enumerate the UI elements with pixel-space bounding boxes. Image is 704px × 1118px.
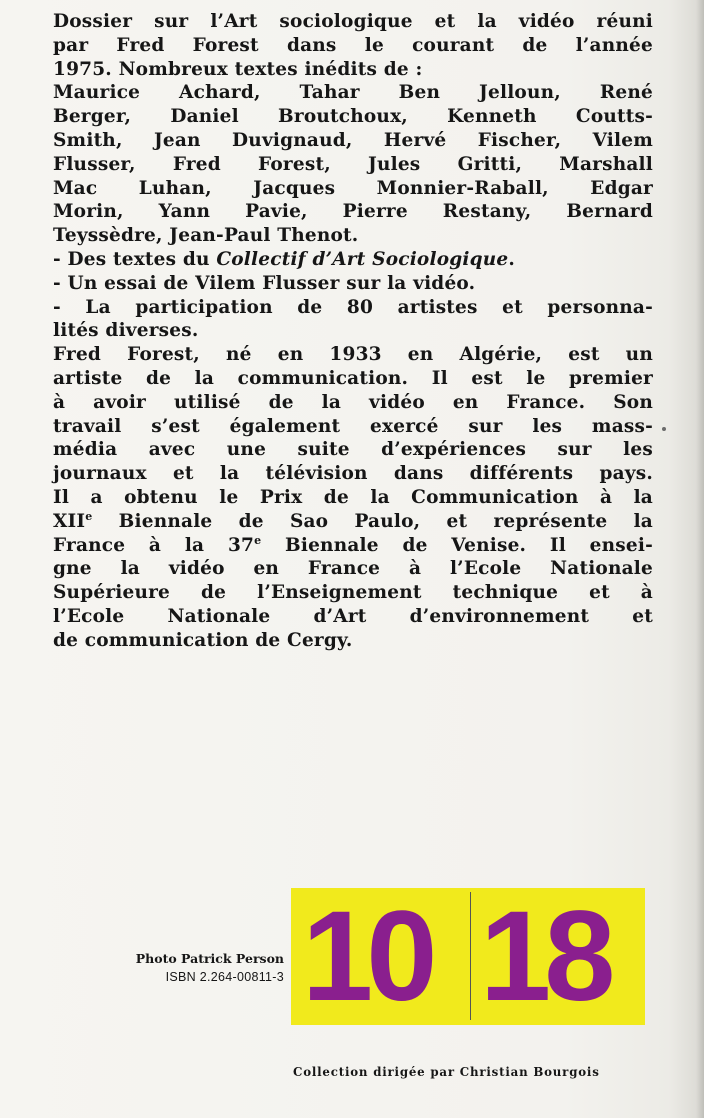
logo-number-left: 10 <box>302 885 431 1028</box>
bio-line: XIIe Biennale de Sao Paulo, et représente la <box>53 509 653 532</box>
bullet-line: - La participation de 80 artistes et personna- <box>53 296 653 318</box>
intro-line: Smith, Jean Duvignaud, Hervé Fischer, Vilem <box>53 129 653 151</box>
bullet-prefix: - Des textes du <box>53 248 217 270</box>
bullet-suffix: . <box>508 248 516 270</box>
cover-edge-shadow <box>696 0 704 1118</box>
intro-line: Dossier sur l’Art sociologique et la vidéo réuni <box>53 11 653 32</box>
bio-line: l’Ecole Nationale d’Art d’environnement et <box>53 605 653 627</box>
bio-line: à avoir utilisé de la vidéo en France. Son <box>53 391 653 413</box>
intro-line: Berger, Daniel Broutchoux, Kenneth Coutts- <box>53 106 653 128</box>
bio-line: Supérieure de l’Enseignement technique et à <box>53 582 653 604</box>
blurb-text <box>53 10 653 653</box>
collectif-title: Collectif d’Art Sociologique <box>216 248 509 270</box>
intro-line: Teyssèdre, Jean-Paul Thenot. <box>53 225 359 247</box>
bullet-flusser-text: - Un essai de Vilem Flusser sur la vidéo. <box>53 272 476 294</box>
intro-line: 1975. Nombreux textes inédits de : <box>53 58 423 80</box>
print-speck <box>662 427 666 431</box>
intro-line: Mac Luhan, Jacques Monnier-Raball, Edgar <box>53 177 653 199</box>
bio-line: journaux et la télévision dans différents pays. <box>53 463 653 485</box>
intro-line: par Fred Forest dans le courant de l’année <box>53 34 653 56</box>
bio-line: Fred Forest, né en 1933 en Algérie, est un <box>53 344 653 366</box>
bullet-line: lités diverses. <box>53 320 199 342</box>
bio-line: de communication de Cergy. <box>53 629 353 651</box>
bio-paragraph <box>53 343 653 652</box>
bio-line: Il a obtenu le Prix de la Communication à la <box>53 486 653 508</box>
intro-line: Morin, Yann Pavie, Pierre Restany, Bernard <box>53 201 653 223</box>
logo-divider <box>470 892 471 1020</box>
bullet-participation <box>53 296 653 344</box>
intro-line: Maurice Achard, Tahar Ben Jelloun, René <box>53 82 653 104</box>
isbn: ISBN 2.264-00811-3 <box>165 970 284 984</box>
bio-line: gne la vidéo en France à l’Ecole Nationale <box>53 558 653 580</box>
photo-credit <box>98 950 284 986</box>
logo-number-right: 18 <box>480 885 609 1028</box>
intro-line: Flusser, Fred Forest, Jules Gritti, Marshall <box>53 153 653 175</box>
bullet-flusser <box>53 272 653 296</box>
intro-paragraph <box>53 10 653 248</box>
bio-line: artiste de la communication. Il est le premier <box>53 367 653 389</box>
bio-line: travail s’est également exercé sur les mass- <box>53 415 653 437</box>
bullet-collectif <box>53 248 653 272</box>
bio-line: France à la 37e Biennale de Venise. Il ensei- <box>53 533 653 556</box>
bio-line: média avec une suite d’expériences sur les <box>53 439 653 461</box>
photo-credit-text: Photo Patrick Person <box>135 951 284 966</box>
publisher-logo-10-18 <box>291 885 645 1028</box>
collection-credit: Collection dirigée par Christian Bourgois <box>293 1065 600 1079</box>
